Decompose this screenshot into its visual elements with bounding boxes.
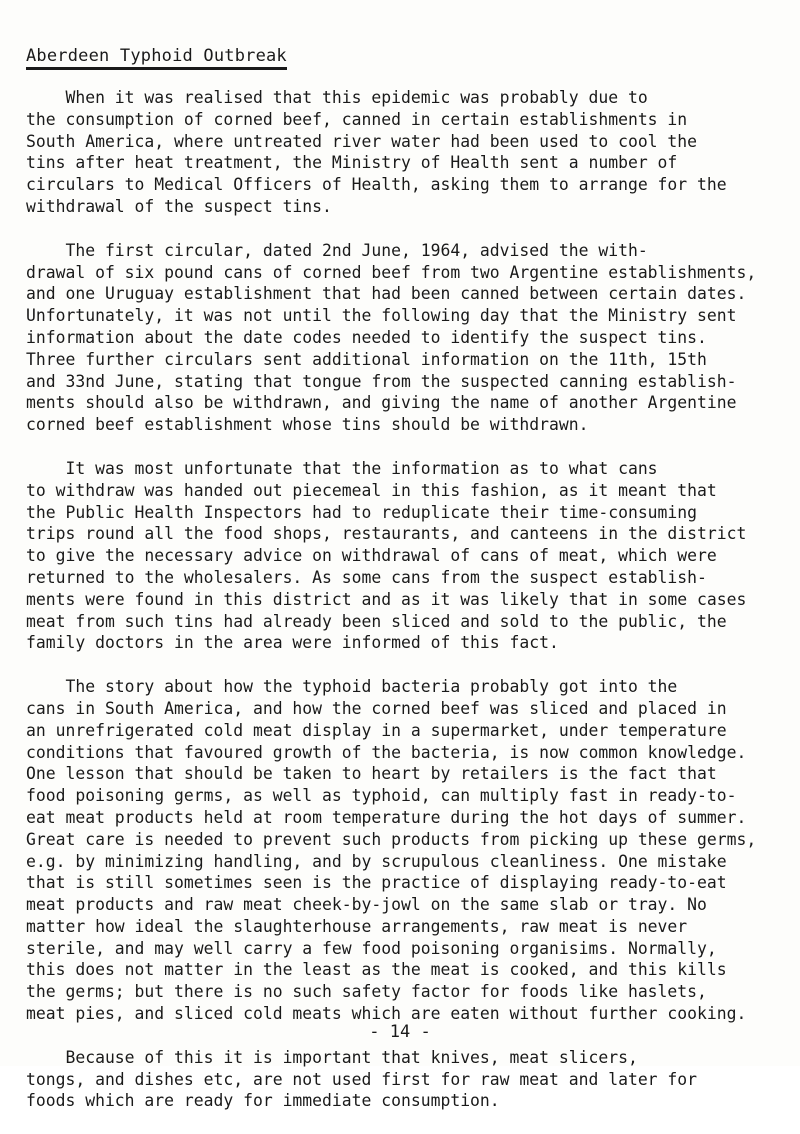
text-line: Great care is needed to prevent such products from picking up these germs, [26, 829, 757, 849]
body-text [26, 87, 796, 1134]
text-line: meat pies, and sliced cold meats which are eaten without further cooking. [26, 1004, 747, 1024]
text-line: ments were found in this district and as it was likely that in some cases [26, 589, 747, 609]
text-line: this does not matter in the least as the meat is cooked, and this kills [26, 960, 727, 980]
text-line: the Public Health Inspectors had to reduplicate their time-consuming [26, 502, 698, 522]
text-line: trips round all the food shops, restaurants, and canteens in the district [26, 524, 747, 544]
text-line: that is still sometimes seen is the practice of displaying ready-to-eat [26, 873, 727, 893]
text-line: Three further circulars sent additional information on the 11th, 15th [26, 349, 707, 369]
paragraph-1 [26, 87, 796, 218]
text-line: The first circular, dated 2nd June, 1964, advised the with- [26, 240, 648, 260]
text-line: e.g. by minimizing handling, and by scrupulous cleanliness. One mistake [26, 851, 727, 871]
text-line: tongs, and dishes etc, are not used first for raw meat and later for [26, 1069, 698, 1089]
text-line: and 33nd June, stating that tongue from the suspected canning establish- [26, 371, 737, 391]
text-line: The story about how the typhoid bacteria probably got into the [26, 677, 678, 697]
text-line: withdrawal of the suspect tins. [26, 196, 332, 216]
text-line: food poisoning germs, as well as typhoid, can multiply fast in ready-to- [26, 786, 737, 806]
text-line: sterile, and may well carry a few food poisoning organisims. Normally, [26, 938, 717, 958]
page-number: - 14 - [369, 1022, 431, 1042]
text-line: Because of this it is important that knives, meat slicers, [26, 1047, 638, 1067]
paragraph-4 [26, 676, 796, 1025]
text-line: South America, where untreated river water had been used to cool the [26, 131, 698, 151]
text-line: corned beef establishment whose tins should be withdrawn. [26, 415, 589, 435]
text-line: to give the necessary advice on withdrawal of cans of meat, which were [26, 546, 717, 566]
text-line: family doctors in the area were informed of this fact. [26, 633, 559, 653]
paragraph-5 [26, 1047, 796, 1112]
text-line: the consumption of corned beef, canned in certain establishments in [26, 109, 688, 129]
text-line: conditions that favoured growth of the bacteria, is now common knowledge. [26, 742, 747, 762]
text-line: information about the date codes needed to identify the suspect tins. [26, 327, 707, 347]
text-line: cans in South America, and how the corned beef was sliced and placed in [26, 698, 727, 718]
text-line: eat meat products held at room temperature during the hot days of summer. [26, 807, 747, 827]
text-line: Unfortunately, it was not until the following day that the Ministry sent [26, 306, 737, 326]
text-line: It was most unfortunate that the information as to what cans [26, 458, 658, 478]
text-line: meat from such tins had already been sliced and sold to the public, the [26, 611, 727, 631]
text-line: to withdraw was handed out piecemeal in this fashion, as it meant that [26, 480, 717, 500]
text-line: returned to the wholesalers. As some cans from the suspect establish- [26, 567, 707, 587]
text-line: and one Uruguay establishment that had been canned between certain dates. [26, 284, 747, 304]
text-line: ments should also be withdrawn, and giving the name of another Argentine [26, 393, 737, 413]
paragraph-2 [26, 240, 796, 436]
page-title: Aberdeen Typhoid Outbreak [26, 46, 287, 70]
text-line: When it was realised that this epidemic was probably due to [26, 88, 648, 107]
text-line: circulars to Medical Officers of Health, asking them to arrange for the [26, 175, 727, 195]
text-line: One lesson that should be taken to heart by retailers is the fact that [26, 764, 717, 784]
text-line: an unrefrigerated cold meat display in a supermarket, under temperature [26, 720, 727, 740]
text-line: the germs; but there is no such safety factor for foods like haslets, [26, 982, 707, 1002]
text-line: meat products and raw meat cheek-by-jowl on the same slab or tray. No [26, 895, 707, 915]
text-line: foods which are ready for immediate consumption. [26, 1091, 500, 1111]
text-line: drawal of six pound cans of corned beef from two Argentine establishments, [26, 262, 757, 282]
text-line: tins after heat treatment, the Ministry of Health sent a number of [26, 153, 678, 173]
paragraph-3 [26, 458, 796, 654]
text-line: matter how ideal the slaughterhouse arrangements, raw meat is never [26, 916, 688, 936]
